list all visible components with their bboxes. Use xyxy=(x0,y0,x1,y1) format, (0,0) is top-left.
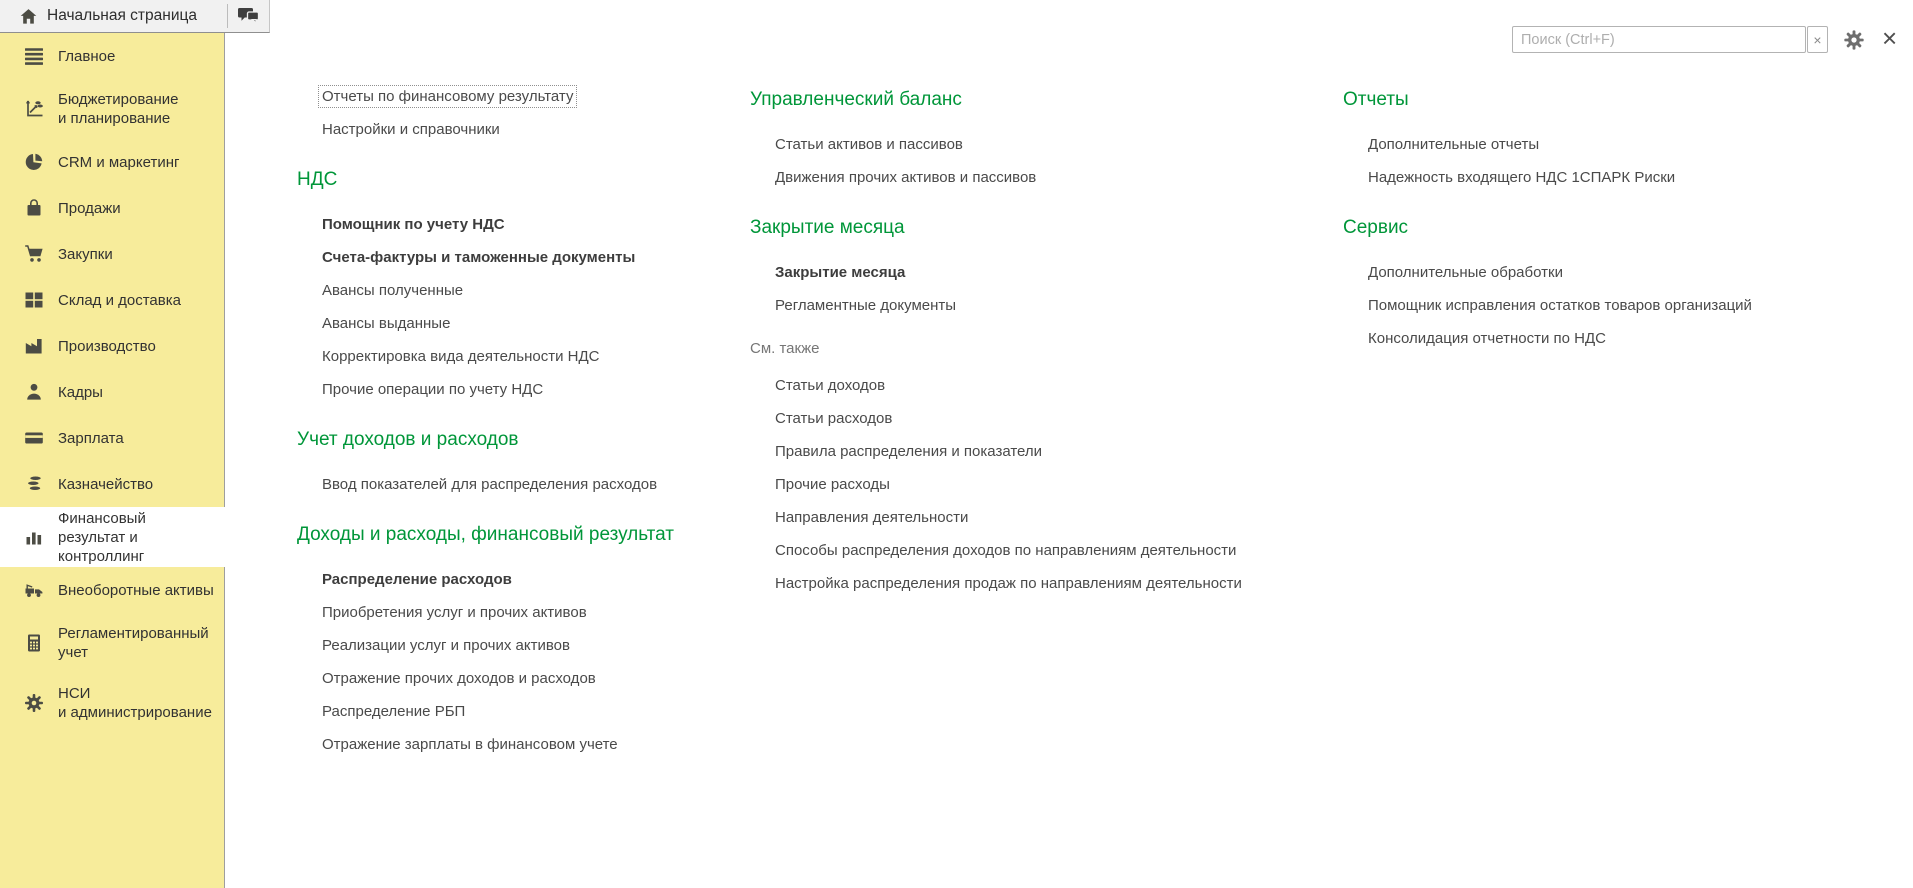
close-icon[interactable]: × xyxy=(1882,23,1898,53)
section-heading: Отчеты xyxy=(1343,89,1409,110)
coins-icon xyxy=(24,474,44,494)
factory-icon xyxy=(24,336,44,356)
menu-row xyxy=(297,208,737,241)
menu-link[interactable]: Надежность входящего НДС 1СПАРК Риски xyxy=(1368,169,1676,186)
search-clear-button[interactable]: × xyxy=(1807,26,1828,53)
sidebar-item-label: Кадры xyxy=(58,383,103,401)
menu-row xyxy=(750,468,1335,501)
tab-bar xyxy=(0,0,270,33)
menu-row xyxy=(750,161,1335,194)
shopping-bag-icon xyxy=(24,198,44,218)
menu-row xyxy=(1343,256,1888,289)
menu-row xyxy=(1343,322,1888,355)
menu-link[interactable]: Статьи расходов xyxy=(775,410,893,427)
menu-link[interactable]: Дополнительные отчеты xyxy=(1368,136,1540,153)
menu-row xyxy=(297,629,737,662)
see-also-label: См. также xyxy=(750,340,820,357)
menu-link[interactable]: Статьи доходов xyxy=(775,377,886,394)
menu-link[interactable]: Закрытие месяца xyxy=(775,264,906,281)
section-heading: Сервис xyxy=(1343,217,1409,238)
sidebar-item-budgeting-and-planning[interactable] xyxy=(0,79,225,139)
menu-link[interactable]: Счета-фактуры и таможенные документы xyxy=(322,249,636,266)
cart-icon xyxy=(24,244,44,264)
sidebar-item-salary[interactable] xyxy=(0,415,225,461)
sidebar-item-label: Казначейство xyxy=(58,475,154,493)
budgeting-icon xyxy=(24,99,44,119)
menu-row xyxy=(750,289,1335,322)
menu-row xyxy=(297,307,737,340)
menu-link[interactable]: Распределение расходов xyxy=(322,571,512,588)
menu-column-3 xyxy=(1343,80,1888,355)
sidebar-item-treasury[interactable] xyxy=(0,461,225,507)
sidebar-item-non-current-assets[interactable] xyxy=(0,567,225,613)
bar-chart-icon xyxy=(24,527,44,547)
menu-row xyxy=(297,728,737,761)
menu-link[interactable]: Регламентные документы xyxy=(775,297,957,314)
menu-row xyxy=(1343,289,1888,322)
menu-link[interactable]: Ввод показателей для распределения расходов xyxy=(322,476,658,493)
menu-row xyxy=(297,596,737,629)
menu-row xyxy=(297,340,737,373)
menu-row xyxy=(1343,161,1888,194)
menu-link[interactable]: Авансы полученные xyxy=(322,282,464,299)
sidebar-item-label: Склад и доставка xyxy=(58,291,181,309)
menu-row xyxy=(750,256,1335,289)
menu-link[interactable]: Приобретения услуг и прочих активов xyxy=(322,604,587,621)
menu-column-2 xyxy=(750,80,1335,600)
menu-column-1 xyxy=(297,80,737,761)
settings-gear-icon[interactable] xyxy=(1843,29,1865,51)
menu-link[interactable]: Отчеты по финансовому результату xyxy=(318,85,577,108)
sidebar-item-nsi-and-administration[interactable] xyxy=(0,673,225,733)
section-heading: Учет доходов и расходов xyxy=(297,429,519,450)
sidebar-item-label: Производство xyxy=(58,337,156,355)
sidebar-item-label: Бюджетирование и планирование xyxy=(58,91,179,127)
menu-link[interactable]: Правила распределения и показатели xyxy=(775,443,1043,460)
menu-row xyxy=(750,567,1335,600)
sidebar-item-warehouse-and-delivery[interactable] xyxy=(0,277,225,323)
menu-link[interactable]: Консолидация отчетности по НДС xyxy=(1368,330,1606,347)
menu-link[interactable]: Дополнительные обработки xyxy=(1368,264,1563,281)
menu-icon xyxy=(24,46,44,66)
sidebar-item-label: Продажи xyxy=(58,199,121,217)
menu-link[interactable]: Движения прочих активов и пассивов xyxy=(775,169,1037,186)
menu-row xyxy=(1343,128,1888,161)
truck-icon xyxy=(24,580,44,600)
sidebar-item-hr[interactable] xyxy=(0,369,225,415)
menu-row xyxy=(297,563,737,596)
sidebar-item-sales[interactable] xyxy=(0,185,225,231)
menu-row xyxy=(297,373,737,406)
sidebar-item-purchases[interactable] xyxy=(0,231,225,277)
menu-row xyxy=(297,468,737,501)
section-heading: Управленческий баланс xyxy=(750,89,962,110)
menu-row xyxy=(297,80,737,113)
sidebar-item-crm-and-marketing[interactable] xyxy=(0,139,225,185)
sidebar-item-label: Закупки xyxy=(58,245,113,263)
section-heading: Доходы и расходы, финансовый результат xyxy=(297,524,675,545)
person-icon xyxy=(24,382,44,402)
section-heading: НДС xyxy=(297,169,338,190)
menu-row xyxy=(750,402,1335,435)
menu-link[interactable]: Статьи активов и пассивов xyxy=(775,136,963,153)
menu-row xyxy=(297,274,737,307)
menu-link[interactable]: Отражение прочих доходов и расходов xyxy=(322,670,596,687)
menu-link[interactable]: Распределение РБП xyxy=(322,703,466,720)
menu-link[interactable]: Корректировка вида деятельности НДС xyxy=(322,348,600,365)
menu-link[interactable]: Помощник по учету НДС xyxy=(322,216,505,233)
menu-link[interactable]: Реализации услуг и прочих активов xyxy=(322,637,570,654)
menu-row xyxy=(750,501,1335,534)
sidebar-item-label: НСИ и администрирование xyxy=(58,685,212,721)
sidebar-item-label: Регламентированный учет xyxy=(58,625,209,661)
menu-row xyxy=(297,113,737,146)
menu-link[interactable]: Помощник исправления остатков товаров организаций xyxy=(1368,297,1752,314)
sidebar-item-regulated-accounting[interactable] xyxy=(0,613,225,673)
menu-link[interactable]: Прочие расходы xyxy=(775,476,890,493)
sidebar-item-label: Внеоборотные активы xyxy=(58,581,214,599)
tab-home-page[interactable] xyxy=(0,0,223,32)
menu-link[interactable]: Отражение зарплаты в финансовом учете xyxy=(322,736,618,753)
discussions-icon[interactable] xyxy=(228,0,269,32)
sidebar-item-label: Финансовый результат и контроллинг xyxy=(58,509,146,565)
menu-row xyxy=(750,534,1335,567)
menu-row xyxy=(750,435,1335,468)
card-icon xyxy=(24,428,44,448)
menu-row xyxy=(297,241,737,274)
menu-link[interactable]: Настройки и справочники xyxy=(322,121,500,138)
gear-icon xyxy=(24,693,44,713)
menu-link[interactable]: Прочие операции по учету НДС xyxy=(322,381,544,398)
sidebar-item-label: Зарплата xyxy=(58,429,124,447)
menu-row xyxy=(750,128,1335,161)
pie-chart-icon xyxy=(24,152,44,172)
sidebar-item-label: Главное xyxy=(58,47,116,65)
sidebar xyxy=(0,33,225,888)
menu-row xyxy=(297,662,737,695)
menu-link[interactable]: Настройка распределения продаж по направлениям деятельности xyxy=(775,575,1242,592)
sidebar-item-label: CRM и маркетинг xyxy=(58,153,180,171)
search-input[interactable] xyxy=(1512,26,1806,53)
sidebar-item-main[interactable] xyxy=(0,33,225,79)
menu-link[interactable]: Направления деятельности xyxy=(775,509,969,526)
home-icon xyxy=(19,7,38,26)
warehouse-icon xyxy=(24,290,44,310)
menu-link[interactable]: Способы распределения доходов по направлениям деятельности xyxy=(775,542,1237,559)
sidebar-item-financial-result-and-controlling[interactable] xyxy=(0,507,225,567)
tab-home-label: Начальная страница xyxy=(47,7,197,24)
menu-link[interactable]: Авансы выданные xyxy=(322,315,451,332)
section-heading: Закрытие месяца xyxy=(750,217,905,238)
calculator-icon xyxy=(24,633,44,653)
menu-row xyxy=(297,695,737,728)
menu-row xyxy=(750,369,1335,402)
sidebar-item-production[interactable] xyxy=(0,323,225,369)
